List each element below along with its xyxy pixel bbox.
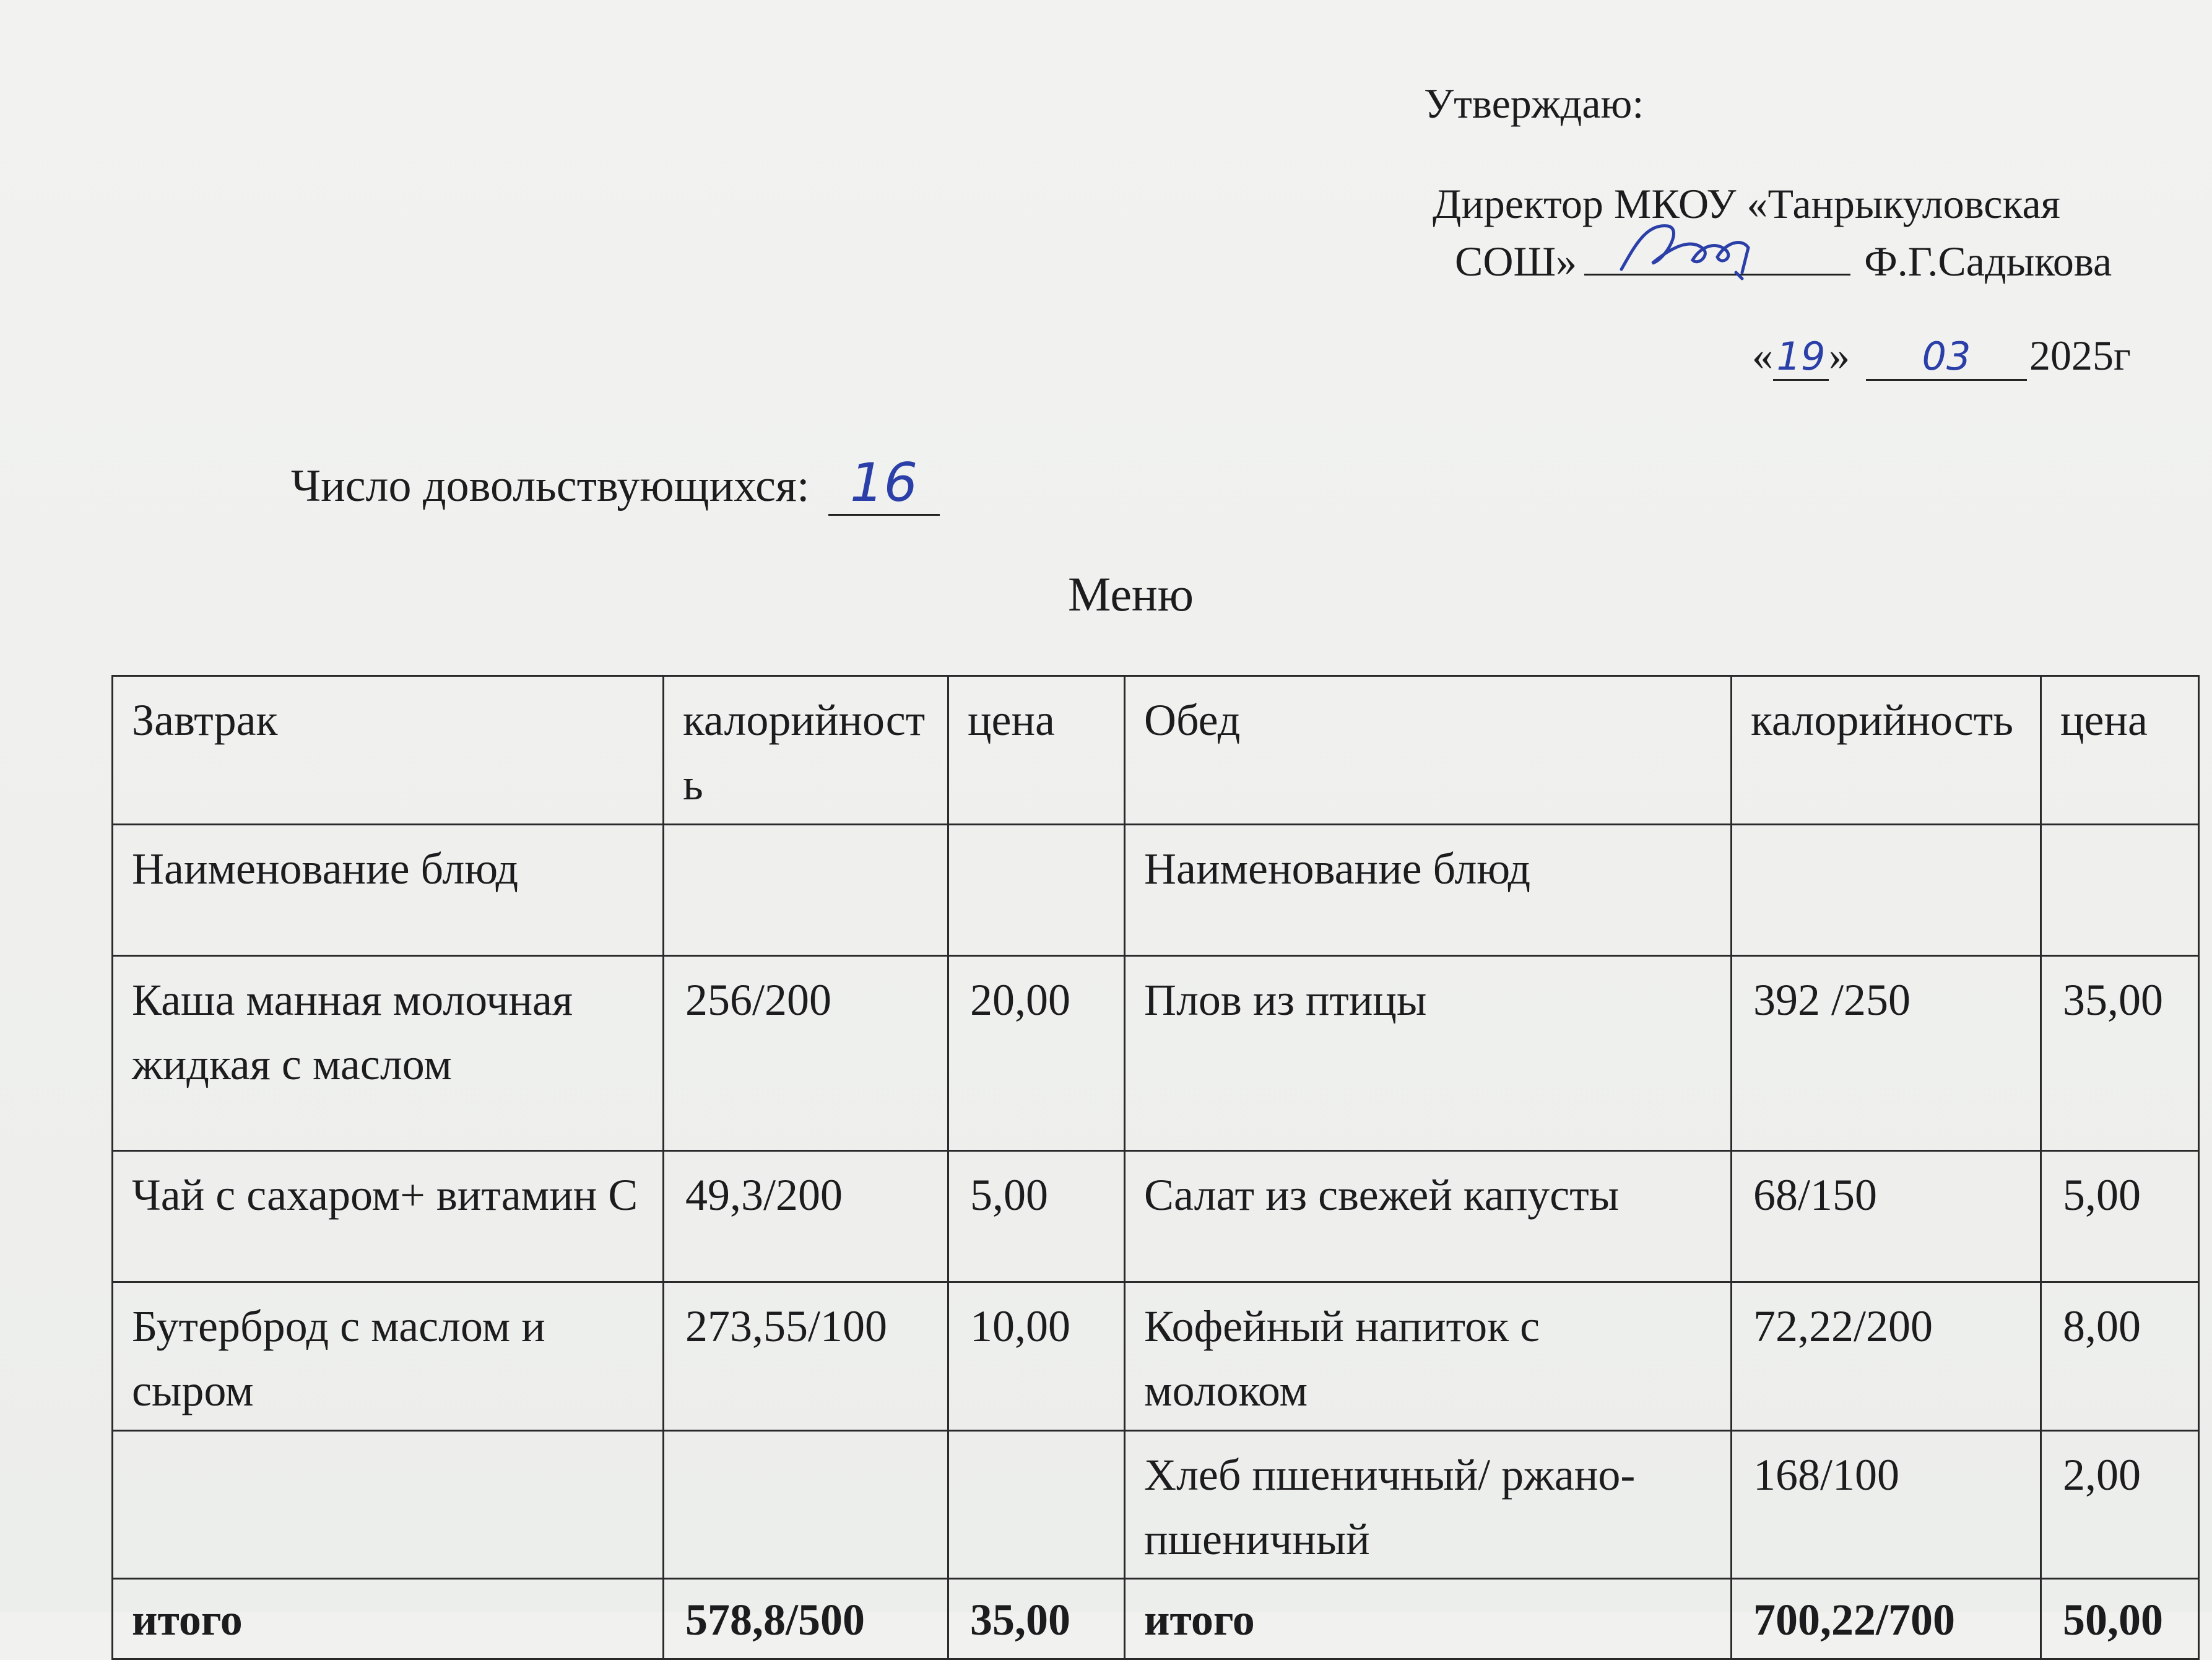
table-cell: 68/150 [1732,1150,2041,1282]
signature-blank [1584,235,1850,276]
table-cell: 5,00 [2041,1150,2199,1282]
menu-table [111,675,2200,1660]
approval-director-name: Ф.Г.Садыкова [1864,238,2112,285]
table-cell: 392 /250 [1732,955,2041,1150]
header-breakfast-calories: калорийность [664,676,948,825]
date-month: 03 [1866,334,2027,381]
diner-count-value: 16 [828,452,940,516]
approval-heading: Утверждаю: [1424,80,1644,127]
table-cell: 49,3/200 [664,1150,948,1282]
table-row [113,824,2199,955]
table-cell: 273,55/100 [664,1282,948,1430]
table-cell [1732,824,2041,955]
table-cell: 256/200 [664,955,948,1150]
diner-count-line [291,452,940,516]
table-cell: 5,00 [948,1150,1125,1282]
header-breakfast-price: цена [948,676,1125,825]
approval-director-line: Директор МКОУ «Танрыкуловская [1433,180,2060,227]
header-lunch-calories: калорийность [1732,676,2041,825]
table-row [113,1282,2199,1430]
table-row [113,1150,2199,1282]
table-cell: Хлеб пшеничный/ ржано-пшеничный [1125,1430,1732,1579]
approval-signature-line [1455,235,2112,286]
table-cell [664,824,948,955]
table-cell: Наименование блюд [1125,824,1732,955]
date-quote-close: » [1829,332,1850,379]
table-cell [2041,824,2199,955]
table-row [113,955,2199,1150]
table-cell [664,1430,948,1579]
table-cell [113,1430,664,1579]
table-cell: 2,00 [2041,1430,2199,1579]
header-breakfast: Завтрак [113,676,664,825]
total-label: итого [1125,1579,1732,1659]
table-cell: 35,00 [2041,955,2199,1150]
table-cell: Салат из свежей капусты [1125,1150,1732,1282]
table-header-row [113,676,2199,825]
date-year: 2025г [2029,332,2131,379]
table-cell: 20,00 [948,955,1125,1150]
table-cell: 72,22/200 [1732,1282,2041,1430]
table-total-row [113,1579,2199,1659]
table-cell [948,1430,1125,1579]
table-cell: 168/100 [1732,1430,2041,1579]
table-cell: 10,00 [948,1282,1125,1430]
approval-school: СОШ» [1455,238,1577,285]
total-breakfast-calories: 578,8/500 [664,1579,948,1659]
table-cell: Наименование блюд [113,824,664,955]
total-lunch-calories: 700,22/700 [1732,1579,2041,1659]
date-day: 19 [1773,334,1829,381]
header-lunch-price: цена [2041,676,2199,825]
table-row [113,1430,2199,1579]
table-cell: Бутерброд с маслом и сыром [113,1282,664,1430]
table-cell: 8,00 [2041,1282,2199,1430]
total-lunch-price: 50,00 [2041,1579,2199,1659]
diner-count-label: Число довольствующихся: [291,461,810,511]
menu-title: Меню [1068,567,1194,621]
approval-date [1752,331,2131,381]
table-cell: Кофейный напиток с молоком [1125,1282,1732,1430]
total-label: итого [113,1579,664,1659]
table-cell: Чай с сахаром+ витамин С [113,1150,664,1282]
table-cell: Каша манная молочная жидкая с маслом [113,955,664,1150]
table-cell: Плов из птицы [1125,955,1732,1150]
table-cell [948,824,1125,955]
date-quote-open: « [1752,332,1773,379]
total-breakfast-price: 35,00 [948,1579,1125,1659]
signature-icon [1609,211,1795,285]
header-lunch: Обед [1125,676,1732,825]
